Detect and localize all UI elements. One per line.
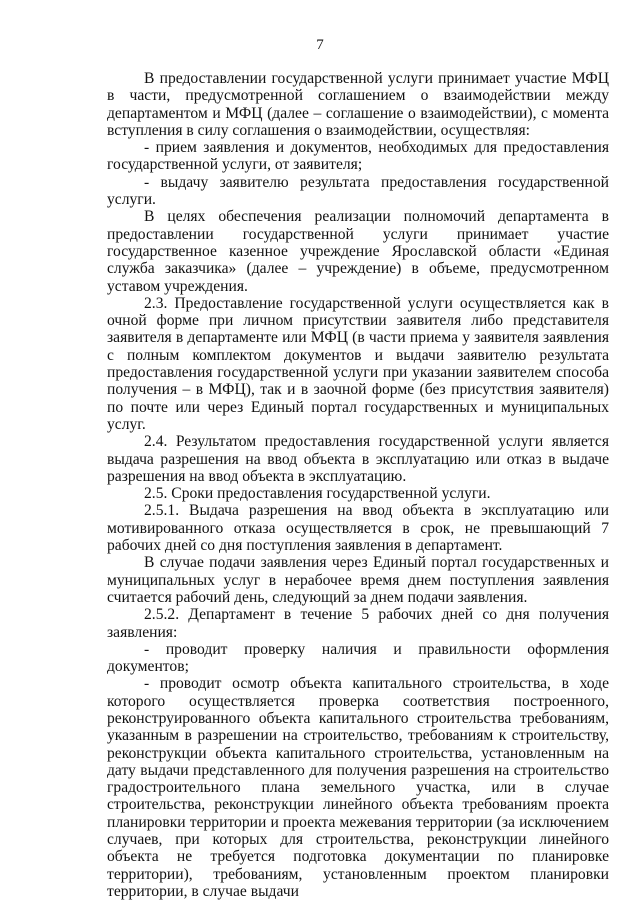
paragraph-section-2-5: 2.5. Сроки предоставления государственной услуги. bbox=[144, 485, 491, 503]
paragraph-list-item-inspection: - проводит осмотр объекта капитального строительства, в ходе которого осуществляется проверка соответствия построенного, реконструированного объекта капитального строительства требованиям, указанным в разрешении на строительство, требованиям к строительству, реконструкции объекта капитального строительства, установленным на дату выдачи представленного для получения разрешения на строительство градостроительного плана земельного участка, или в случае строительства, реконструкции линейного объекта требованиям проекта планировки территории и проекта межевания территории (за исключением случаев, при которых для строительства, реконструкции линейного объекта не требуется подготовка документации по планировке территории), требованиям, установленным проектом планировки территории, в случае выдачи bbox=[107, 675, 609, 900]
body-text bbox=[107, 70, 609, 900]
paragraph-section-2-5-2: 2.5.2. Департамент в течение 5 рабочих дней со дня получения заявления: bbox=[107, 606, 609, 641]
paragraph-portal-submission: В случае подачи заявления через Единый портал государственных и муниципальных услуг в нерабочее время днем поступления заявления считается рабочий день, следующий за днем подачи заявления. bbox=[107, 554, 609, 606]
paragraph-institution-participation: В целях обеспечения реализации полномочий департамента в предоставлении государственной услуги принимает участие государственное казенное учреждение Ярославской области «Единая служба заказчика» (далее – учреждение) в объеме, предусмотренном уставом учреждения. bbox=[107, 208, 609, 295]
paragraph-section-2-4: 2.4. Результатом предоставления государственной услуги является выдача разрешения на ввод объекта в эксплуатацию или отказ в выдаче разрешения на ввод объекта в эксплуатацию. bbox=[107, 433, 609, 485]
paragraph-mfc-participation: В предоставлении государственной услуги принимает участие МФЦ в части, предусмотренной соглашением о взаимодействии между департаментом и МФЦ (далее – соглашение о взаимодействии), с момента вступления в силу соглашения о взаимодействии, осуществляя: bbox=[107, 70, 609, 139]
page-number: 7 bbox=[316, 37, 324, 53]
paragraph-list-item-check: - проводит проверку наличия и правильности оформления документов; bbox=[107, 640, 609, 676]
paragraph-section-2-3: 2.3. Предоставление государственной услуги осуществляется как в очной форме при личном присутствии заявителя либо представителя заявителя в департаменте или МФЦ (в части приема у заявителя заявления с полным комплектом документов и выдачи заявителю результата предоставления государственной услуги при указании заявителем способа получения – в МФЦ), так и в заочной форме (без присутствия заявителя) по почте или через Единый портал государственных и муниципальных услуг. bbox=[107, 294, 609, 433]
paragraph-section-2-5-1: 2.5.1. Выдача разрешения на ввод объекта в эксплуатацию или мотивированного отказа осуществляется в срок, не превышающий 7 рабочих дней со дня поступления заявления в департамент. bbox=[107, 502, 609, 555]
paragraph-list-item-issuance: - выдачу заявителю результата предоставления государственной услуги. bbox=[107, 173, 609, 209]
paragraph-list-item-reception: - прием заявления и документов, необходимых для предоставления государственной услуги, от заявителя; bbox=[107, 139, 609, 174]
